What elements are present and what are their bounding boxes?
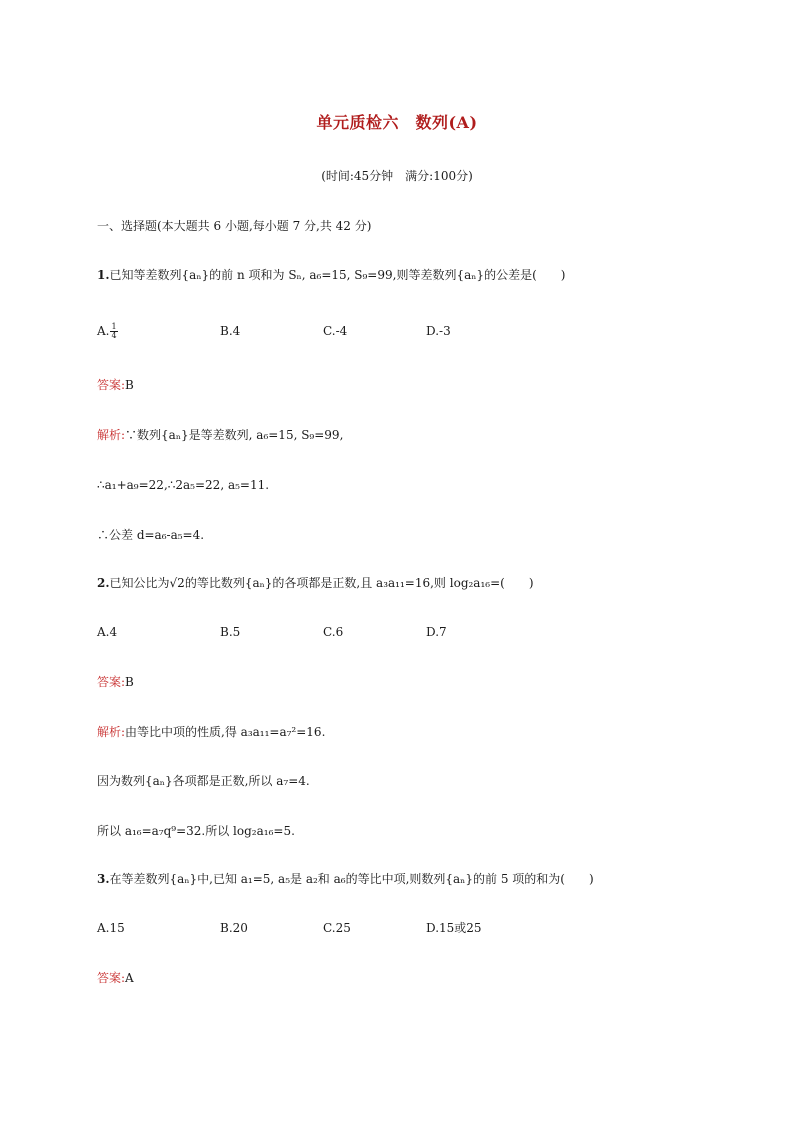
section-heading: 一、选择题(本大题共 6 小题,每小题 7 分,共 42 分) [97,219,372,233]
option-a: A.4 [97,625,118,639]
analysis-2-line-1: 解析:由等比中项的性质,得 a₃a₁₁=a₇²=16. [97,725,326,739]
analysis-1-line-1: 解析:∵数列{aₙ}是等差数列, a₆=15, S₉=99, [97,428,344,442]
option-c: C.-4 [323,324,348,338]
question-3-stem [97,871,594,887]
option-c: C.6 [323,625,344,639]
option-b: B.20 [220,921,248,935]
question-number: 1. [97,268,110,282]
question-3-options [97,920,697,936]
answer-label: 答案: [97,675,126,689]
option-d: D.7 [426,625,447,639]
question-1-stem [97,267,565,283]
option-d: D.-3 [426,324,451,338]
answer-1 [97,377,134,393]
option-d: D.15或25 [426,921,482,935]
question-text: 已知等差数列{aₙ}的前 n 项和为 Sₙ, a₆=15, S₉=99,则等差数列{aₙ}的公差是( ) [109,268,566,282]
question-text: 在等差数列{aₙ}中,已知 a₁=5, a₅是 a₂和 a₆的等比中项,则数列{aₙ}的前 5 项的和为( ) [109,872,594,886]
question-2-options [97,624,697,640]
question-2-stem [97,575,534,591]
option-c: C.25 [323,921,351,935]
answer-value: B [125,378,134,392]
exam-meta: (时间:45分钟 满分:100分) [321,169,473,183]
question-number: 2. [97,576,110,590]
fraction: $\frac{1}{4}$ [111,322,117,340]
option-a: A. $\frac{1}{4}$ [97,322,117,340]
option-a: A.15 [97,921,125,935]
option-b: B.5 [220,625,241,639]
answer-value: A [125,971,134,985]
analysis-1-line-3: ∴公差 d=a₆-a₅=4. [97,528,205,542]
question-text: 已知公比为√2的等比数列{aₙ}的各项都是正数,且 a₃a₁₁=16,则 log₂a₁₆=( ) [109,576,534,590]
analysis-2-line-3: 所以 a₁₆=a₇q⁹=32.所以 log₂a₁₆=5. [97,824,295,838]
answer-3 [97,970,134,986]
question-1-options [97,323,697,339]
answer-2 [97,674,134,690]
analysis-label: 解析: [97,428,126,442]
answer-label: 答案: [97,378,126,392]
question-number: 3. [97,872,110,886]
option-b: B.4 [220,324,241,338]
answer-label: 答案: [97,971,126,985]
document-title: 单元质检六 数列(A) [316,113,478,132]
analysis-1-line-2: ∴a₁+a₉=22,∴2a₅=22, a₅=11. [97,478,270,492]
analysis-2-line-2: 因为数列{aₙ}各项都是正数,所以 a₇=4. [97,774,310,788]
analysis-label: 解析: [97,725,126,739]
answer-value: B [125,675,134,689]
